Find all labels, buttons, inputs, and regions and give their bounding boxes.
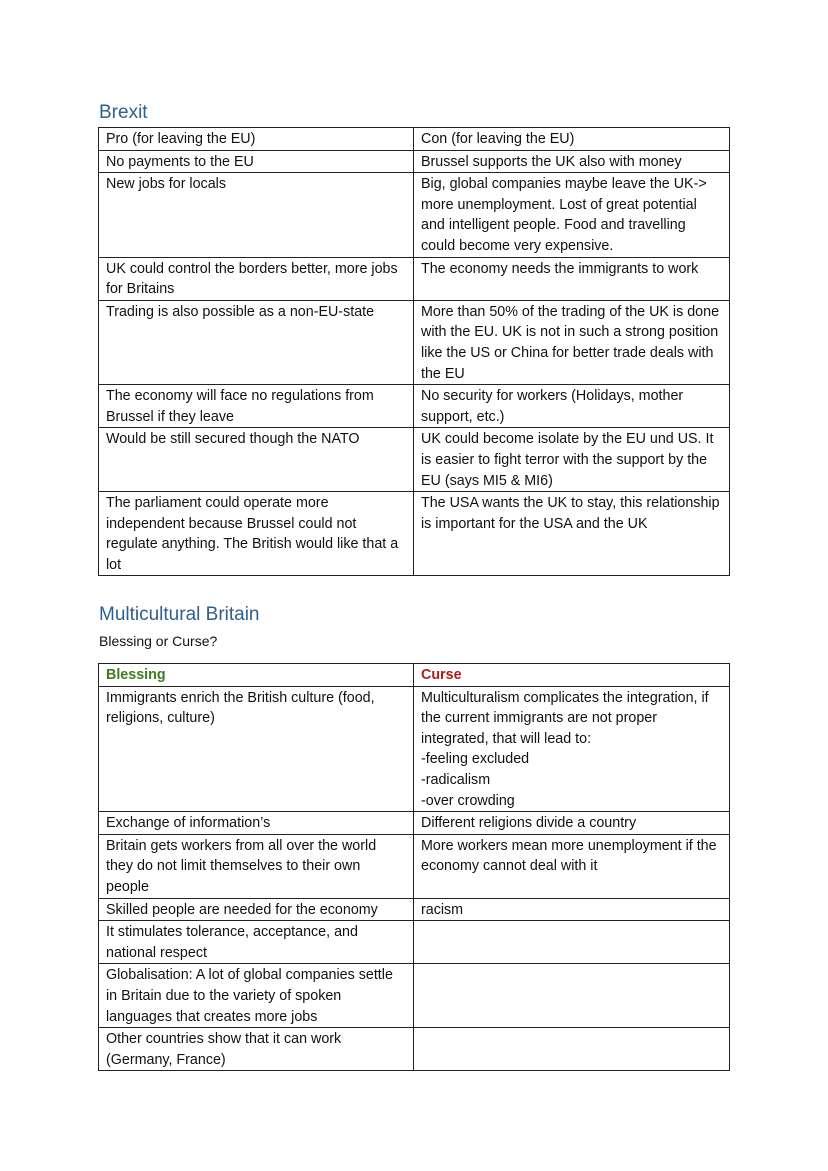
- curse-line: -radicalism: [421, 771, 491, 788]
- curse-cell: [414, 834, 730, 898]
- con-cell: No security for workers (Holidays, mother support, etc.): [414, 385, 730, 428]
- blessing-cell: It stimulates tolerance, acceptance, and national respect: [99, 921, 414, 964]
- table-row: [99, 1028, 730, 1071]
- pro-cell: Would be still secured though the NATO: [99, 428, 414, 492]
- con-cell: The economy needs the immigrants to work: [414, 257, 730, 300]
- con-cell: Big, global companies maybe leave the UK-> more unemployment. Lost of great potential and intelligent people. Food and travelling could become very expensive.: [414, 173, 730, 257]
- curse-line: Multiculturalism complicates the integration, if the current immigrants are not proper integrated, that will lead to:: [421, 689, 709, 747]
- curse-cell: [414, 686, 730, 812]
- blessing-cell: Skilled people are needed for the economy: [99, 898, 414, 921]
- curse-line: -over crowding: [421, 792, 515, 809]
- brexit-title: Brexit: [99, 102, 148, 123]
- curse-line: -feeling excluded: [421, 751, 530, 768]
- table-row: [99, 257, 730, 300]
- curse-line: racism: [421, 901, 464, 918]
- multicultural-title: Multicultural Britain: [99, 604, 260, 625]
- con-header: Con (for leaving the EU): [414, 128, 730, 151]
- table-row: [99, 428, 730, 492]
- curse-cell: [414, 1028, 730, 1071]
- table-row: [99, 921, 730, 964]
- pro-cell: New jobs for locals: [99, 173, 414, 257]
- table-row: [99, 834, 730, 898]
- curse-header: Curse: [414, 664, 730, 687]
- table-row: [99, 300, 730, 384]
- con-cell: More than 50% of the trading of the UK is done with the EU. UK is not in such a strong position like the US or China for better trade deals with the EU: [414, 300, 730, 384]
- table-row: [99, 492, 730, 576]
- table-header-row: [99, 128, 730, 151]
- curse-line: Different religions divide a country: [421, 815, 637, 832]
- curse-cell: [414, 921, 730, 964]
- table-header-row: [99, 664, 730, 687]
- table-row: [99, 150, 730, 173]
- table-row: [99, 812, 730, 835]
- pro-cell: The economy will face no regulations from Brussel if they leave: [99, 385, 414, 428]
- curse-line: More workers mean more unemployment if the economy cannot deal with it: [421, 837, 717, 875]
- curse-cell: [414, 964, 730, 1028]
- blessing-cell: Immigrants enrich the British culture (food, religions, culture): [99, 686, 414, 812]
- blessing-cell: Britain gets workers from all over the world they do not limit themselves to their own people: [99, 834, 414, 898]
- blessing-cell: Other countries show that it can work (Germany, France): [99, 1028, 414, 1071]
- pro-cell: UK could control the borders better, more jobs for Britains: [99, 257, 414, 300]
- multicultural-subtitle: Blessing or Curse?: [99, 633, 218, 649]
- brexit-table: [98, 127, 730, 576]
- blessing-cell: Globalisation: A lot of global companies settle in Britain due to the variety of spoken languages that creates more jobs: [99, 964, 414, 1028]
- table-row: [99, 173, 730, 257]
- con-cell: Brussel supports the UK also with money: [414, 150, 730, 173]
- blessing-header: Blessing: [99, 664, 414, 687]
- blessing-cell: Exchange of information’s: [99, 812, 414, 835]
- pro-header: Pro (for leaving the EU): [99, 128, 414, 151]
- pro-cell: The parliament could operate more independent because Brussel could not regulate anything. The British would like that a lot: [99, 492, 414, 576]
- pro-cell: Trading is also possible as a non-EU-state: [99, 300, 414, 384]
- multicultural-table: [98, 663, 730, 1071]
- table-row: [99, 898, 730, 921]
- con-cell: UK could become isolate by the EU und US. It is easier to fight terror with the support by the EU (says MI5 & MI6): [414, 428, 730, 492]
- curse-cell: [414, 898, 730, 921]
- pro-cell: No payments to the EU: [99, 150, 414, 173]
- curse-cell: [414, 812, 730, 835]
- table-row: [99, 686, 730, 812]
- con-cell: The USA wants the UK to stay, this relationship is important for the USA and the UK: [414, 492, 730, 576]
- table-row: [99, 964, 730, 1028]
- table-row: [99, 385, 730, 428]
